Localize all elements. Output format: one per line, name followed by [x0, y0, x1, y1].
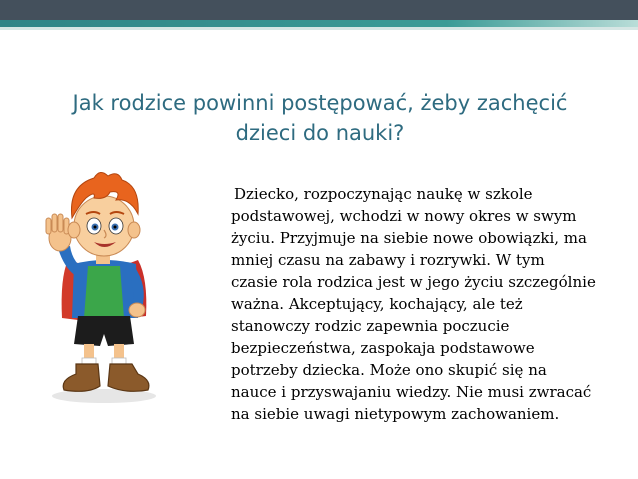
slide-top-bar	[0, 0, 638, 20]
slide-title-line-2: dzieci do nauki?	[235, 121, 405, 145]
slide-accent-stripe-light	[0, 27, 638, 30]
body-line: stanowczy rodzic zapewnia poczucie	[231, 317, 510, 335]
body-line: podstawowej, wchodzi w nowy okres w swym	[231, 207, 577, 225]
slide-title	[40, 88, 600, 148]
body-line: na siebie uwagi nietypowym zachowaniem.	[231, 405, 560, 423]
body-line: bezpieczeństwa, zaspokaja podstawowe	[231, 339, 535, 357]
body-line: Dziecko, rozpoczynając naukę w szkole	[234, 185, 533, 203]
cartoon-boy-illustration	[38, 168, 168, 408]
body-line: czasie rola rodzica jest w jego życiu szczególnie	[231, 273, 596, 291]
body-line: nauce i przyswajaniu wiedzy. Nie musi zwracać	[231, 383, 592, 401]
slide-title-line-1: Jak rodzice powinni postępować, żeby zachęcić	[72, 91, 568, 115]
body-line: potrzeby dziecka. Może ono skupić się na	[231, 361, 547, 379]
slide-body-text	[231, 183, 601, 425]
body-line: ważna. Akceptujący, kochający, ale też	[231, 295, 523, 313]
slide-accent-stripe	[0, 20, 638, 27]
body-line: życiu. Przyjmuje na siebie nowe obowiązki, ma	[231, 229, 587, 247]
body-line: mniej czasu na zabawy i rozrywki. W tym	[231, 251, 545, 269]
